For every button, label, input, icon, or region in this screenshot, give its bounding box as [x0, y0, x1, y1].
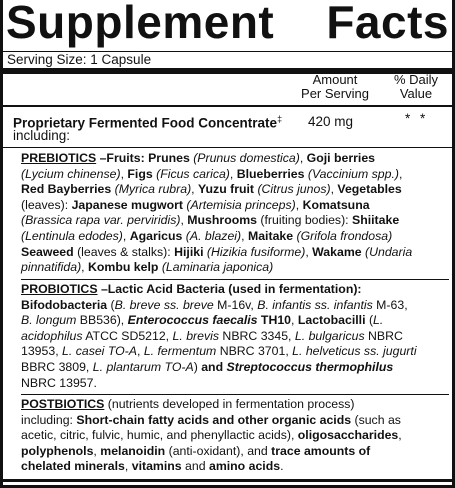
prebiotics-text: Vegetables [337, 182, 402, 197]
probiotics-text: L. brevis [172, 328, 220, 343]
probiotics-text: M-16v, [213, 297, 258, 312]
postbiotics-text: (such as [351, 412, 401, 427]
title-word-supplement: Supplement [6, 0, 275, 48]
probiotics-text: Bifodobacteria [21, 297, 111, 312]
prebiotics-text: Shiitake [352, 213, 400, 228]
prebiotics-text: , [330, 182, 338, 197]
probiotics-line [21, 344, 441, 360]
prebiotics-line [21, 213, 441, 229]
divider-header [3, 105, 452, 107]
probiotics-text: ATCC SD5212, [82, 328, 173, 343]
prebiotics-text: (Ficus carica) [156, 166, 230, 181]
prebiotics-line [21, 167, 441, 183]
postbiotics-line [21, 397, 441, 413]
postbiotics-line [21, 444, 441, 460]
header-amount-per-serving [292, 73, 378, 101]
prebiotics-text: , [191, 182, 199, 197]
postbiotics-text: oligosaccharides [297, 428, 399, 443]
divider-bottom [3, 479, 452, 482]
probiotics-text: M-63, [372, 297, 408, 312]
postbiotics-section [21, 397, 441, 475]
prebiotics-text: Figs [127, 166, 157, 181]
postbiotics-text: Short-chain fatty acids and other organic acids [76, 412, 352, 427]
header-dv-line: Value [399, 86, 433, 101]
probiotics-text: NBRC 13957. [21, 375, 97, 390]
prebiotics-text: Wakame [312, 244, 366, 259]
postbiotics-line [21, 428, 441, 444]
prebiotics-text: (Undaria [365, 244, 413, 259]
prebiotics-text: Mushrooms [187, 213, 261, 228]
prebiotics-text: (Grifola frondosa) [296, 228, 393, 243]
prebiotics-text: , [398, 166, 403, 181]
probiotics-text: , [136, 344, 144, 359]
prebiotics-line [21, 229, 441, 245]
postbiotics-text: vitamins [131, 459, 182, 474]
probiotics-text: B. breve ss. breve [114, 297, 214, 312]
postbiotics-text: , [124, 459, 132, 474]
probiotics-text: BBRC 3809, [21, 359, 93, 374]
probiotics-line [21, 282, 441, 298]
prebiotics-text: Red Bayberries [21, 182, 115, 197]
prebiotics-text: (Brassica rapa var. perviridis) [21, 213, 181, 228]
prebiotics-line [21, 151, 441, 167]
postbiotics-text: (anti-oxidant), and [165, 443, 272, 458]
probiotics-text: L. plantarum TO-A [92, 359, 194, 374]
probiotics-line [21, 313, 441, 329]
prebiotics-text: , [229, 166, 237, 181]
probiotics-text: ) [193, 359, 202, 374]
prebiotics-line [21, 260, 441, 276]
postbiotics-text: acetic, citric, fulvic, humic, and phenyllactic acids), [21, 428, 298, 443]
probiotics-text: 13953, [21, 344, 63, 359]
prebiotics-text: Hijiki [174, 244, 207, 259]
postbiotics-text: including: [21, 412, 77, 427]
prebiotics-text: Komatsuna [302, 197, 370, 212]
postbiotics-text: chelated minerals [21, 459, 125, 474]
header-daily-value [383, 73, 449, 101]
header-dv-line: % Daily [393, 72, 439, 87]
probiotics-heading: PROBIOTICS [21, 282, 98, 296]
prebiotics-line [21, 198, 441, 214]
probiotics-text: and [201, 359, 227, 374]
proprietary-amount: 420 mg [308, 114, 354, 129]
prebiotics-text: (Prunus domestica) [193, 151, 300, 165]
serving-size: Serving Size: 1 Capsule [7, 52, 152, 67]
proprietary-daily-value: * * [405, 111, 429, 126]
probiotics-line [21, 298, 441, 314]
prebiotics-line [21, 245, 441, 261]
prebiotics-text: (Lentinula edodes) [21, 228, 123, 243]
probiotics-text: B. longum [21, 313, 77, 328]
prebiotics-text: (Lycium chinense) [21, 166, 121, 181]
postbiotics-text: polyphenols [21, 443, 94, 458]
probiotics-text: Lactobacilli [297, 313, 369, 328]
prebiotics-text: (Artemisia princeps) [186, 197, 296, 212]
header-amount-line: Amount [312, 72, 358, 87]
probiotics-text: –Lactic Acid Bacteria (used in fermentation): [97, 282, 362, 296]
prebiotics-text: , [305, 244, 313, 259]
title-word-facts: Facts [326, 0, 449, 48]
postbiotics-text: , [398, 428, 402, 443]
probiotics-text: ( [368, 313, 374, 328]
postbiotics-text: (nutrients developed in fermentation process) [104, 397, 355, 411]
probiotics-text: ( [110, 297, 115, 312]
prebiotics-section [21, 151, 441, 276]
probiotics-section [21, 282, 441, 391]
probiotics-text: L. helveticus ss. jugurti [292, 344, 417, 359]
prebiotics-text: Agaricus [129, 228, 186, 243]
proprietary-including: including: [13, 128, 71, 143]
prebiotics-text: Blueberries [236, 166, 308, 181]
divider-postbiotics [21, 394, 449, 395]
prebiotics-text: , [81, 260, 89, 275]
prebiotics-text: (leaves & stalks): [77, 244, 175, 259]
prebiotics-heading: PREBIOTICS [21, 151, 97, 165]
postbiotics-text: and [181, 459, 209, 474]
prebiotics-text: , [122, 228, 130, 243]
prebiotics-text: Kombu kelp [88, 260, 162, 275]
proprietary-name-text: Proprietary Fermented Food Concentrate [13, 115, 278, 131]
prebiotics-text: (Myrica rubra) [114, 182, 192, 197]
prebiotics-text: Japanese mugwort [71, 197, 187, 212]
probiotics-text: , [291, 313, 298, 328]
prebiotics-text: (Citrus junos) [257, 182, 331, 197]
probiotics-text: BB536), [76, 313, 128, 328]
prebiotics-text: , [241, 228, 248, 243]
postbiotics-heading: POSTBIOTICS [21, 397, 105, 411]
prebiotics-line [21, 182, 441, 198]
probiotics-text: L. bulgaricus [294, 328, 365, 343]
probiotics-line [21, 329, 441, 345]
prebiotics-text: (Laminaria japonica) [161, 260, 274, 275]
divider-prebiotics [3, 147, 452, 148]
divider-probiotics [21, 279, 449, 280]
prebiotics-text: , [295, 197, 303, 212]
probiotics-text: L. casei TO-A [62, 344, 137, 359]
prebiotics-text: , [180, 213, 188, 228]
prebiotics-text: Goji berries [306, 151, 376, 165]
header-amount-line: Per Serving [301, 86, 369, 101]
postbiotics-text: trace amounts of [271, 443, 371, 458]
prebiotics-text: Seaweed [21, 244, 78, 259]
probiotics-text: TH10 [257, 313, 292, 328]
probiotics-text: NBRC 3701, [216, 344, 293, 359]
postbiotics-text: amino acids [208, 459, 281, 474]
postbiotics-text: . [280, 459, 284, 474]
probiotics-text: Enterococcus faecalis [127, 313, 258, 328]
prebiotics-text: Yuzu fruit [198, 182, 258, 197]
probiotics-text: NBRC [364, 328, 403, 343]
prebiotics-text: (A. blazei) [185, 228, 242, 243]
postbiotics-text: , [93, 443, 101, 458]
probiotics-text: L. fermentum [143, 344, 217, 359]
prebiotics-text: (Hizikia fusiforme) [206, 244, 306, 259]
prebiotics-text: –Fruits: Prunes [96, 151, 194, 165]
probiotics-text: L. [373, 313, 384, 328]
probiotics-text: Streptococcus thermophilus [226, 359, 394, 374]
prebiotics-text: pinnatifida) [21, 260, 82, 275]
proprietary-marker: ‡ [277, 114, 283, 124]
prebiotics-text: , [299, 151, 307, 165]
postbiotics-text: melanoidin [100, 443, 166, 458]
postbiotics-line [21, 413, 441, 429]
postbiotics-line [21, 459, 441, 475]
prebiotics-text: , [120, 166, 128, 181]
prebiotics-text: Maitake [247, 228, 297, 243]
prebiotics-text: (leaves): [21, 197, 72, 212]
probiotics-text: NBRC 3345, [219, 328, 295, 343]
prebiotics-text: (Vaccinium spp.) [307, 166, 399, 181]
probiotics-text: B. infantis ss. infantis [257, 297, 373, 312]
label-title [6, 0, 449, 50]
probiotics-line [21, 360, 441, 376]
probiotics-line [21, 376, 441, 392]
probiotics-text: acidophilus [21, 328, 83, 343]
prebiotics-text: (fruiting bodies): [260, 213, 352, 228]
